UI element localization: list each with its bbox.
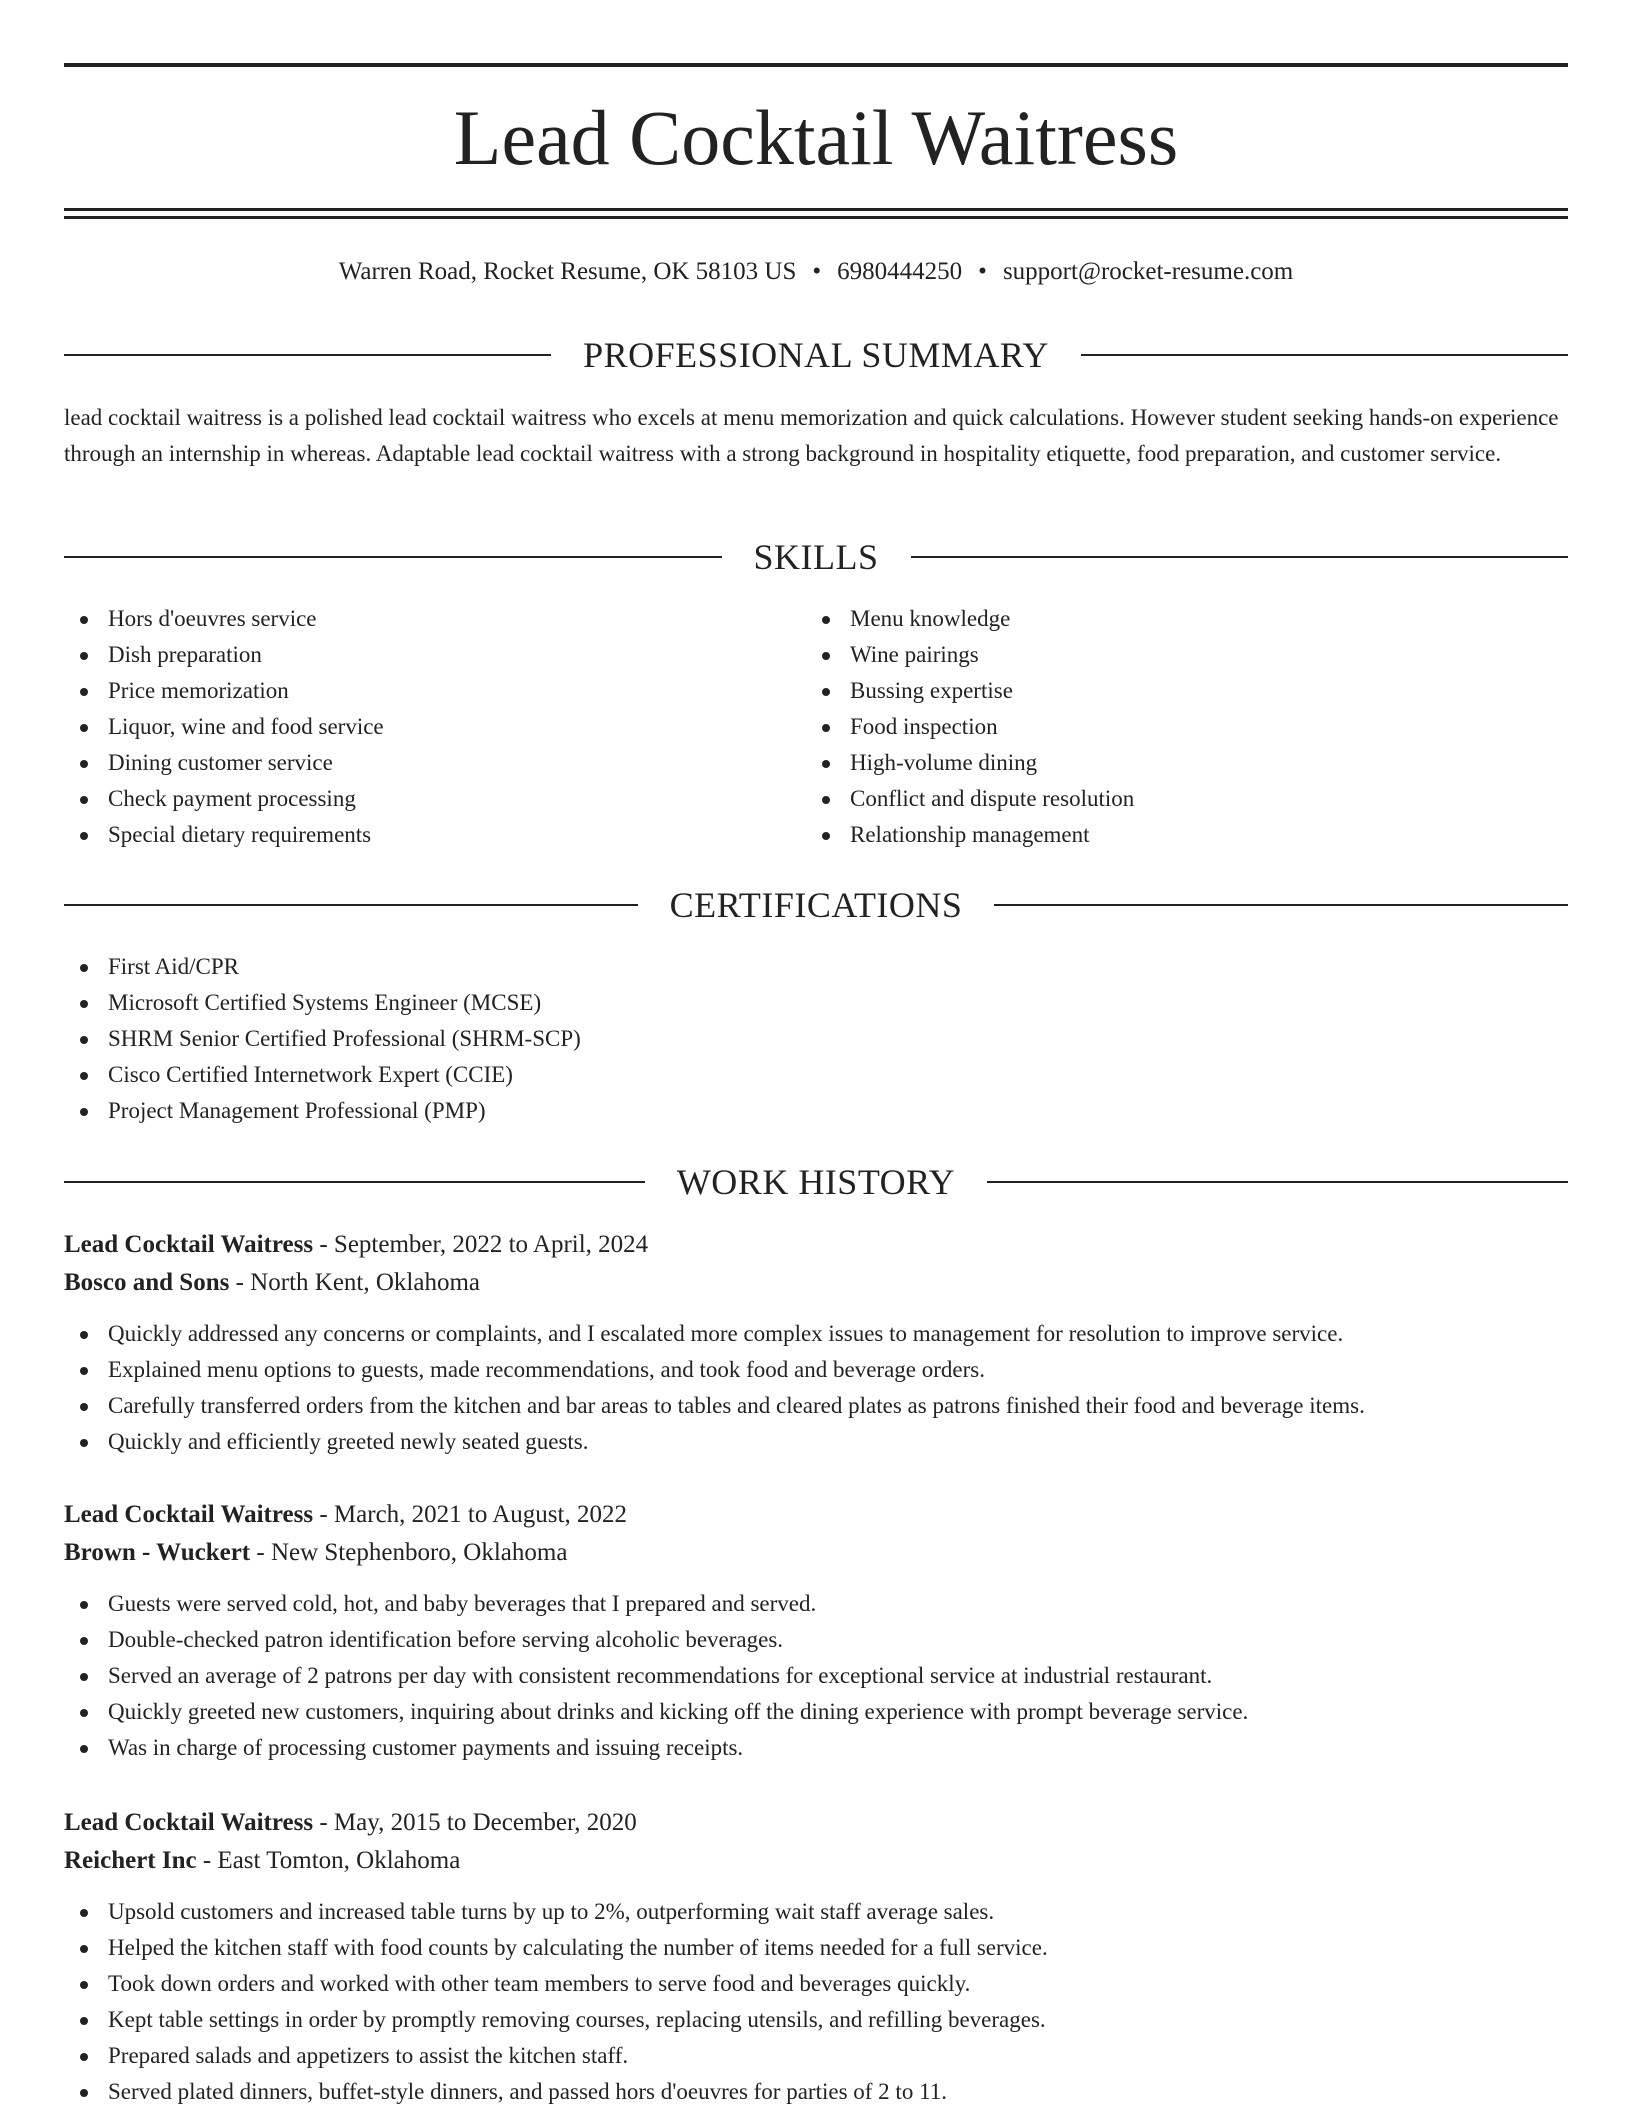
certification-item: Cisco Certified Internetwork Expert (CCIE) (64, 1057, 1568, 1093)
job-duty: Quickly addressed any concerns or complaints, and I escalated more complex issues to management for resolution to improve service. (64, 1316, 1568, 1352)
job-entry (64, 1226, 1568, 1460)
certification-item: Project Management Professional (PMP) (64, 1093, 1568, 1129)
summary-section-title: PROFESSIONAL SUMMARY (583, 335, 1049, 375)
skill-item: Menu knowledge (806, 601, 1546, 637)
job-duty: Served plated dinners, buffet-style dinners, and passed hors d'oeuvres for parties of 2 to 11. (64, 2074, 1568, 2110)
contact-line (64, 254, 1568, 290)
skill-item: Special dietary requirements (64, 817, 804, 853)
section-rule-left (64, 904, 638, 906)
certification-item: Microsoft Certified Systems Engineer (MCSE) (64, 985, 1568, 1021)
job-company-line (64, 1534, 1568, 1572)
job-dates: - September, 2022 to April, 2024 (313, 1231, 649, 1258)
certifications-section-header (64, 883, 1568, 927)
job-title-line (64, 1804, 1568, 1842)
section-rule-right (911, 556, 1569, 558)
skill-item: Dining customer service (64, 745, 804, 781)
skill-item: Liquor, wine and food service (64, 709, 804, 745)
job-duty: Guests were served cold, hot, and baby beverages that I prepared and served. (64, 1586, 1568, 1622)
job-location: - East Tomton, Oklahoma (196, 1847, 461, 1874)
job-location: - North Kent, Oklahoma (229, 1269, 480, 1296)
section-rule-right (994, 904, 1568, 906)
skill-item: Price memorization (64, 673, 804, 709)
job-duties-list (64, 1316, 1568, 1460)
skill-item: Wine pairings (806, 637, 1546, 673)
job-dates: - March, 2021 to August, 2022 (313, 1501, 627, 1528)
skill-item: Check payment processing (64, 781, 804, 817)
job-duty: Prepared salads and appetizers to assist the kitchen staff. (64, 2038, 1568, 2074)
resume-title: Lead Cocktail Waitress (453, 94, 1179, 181)
job-title-line (64, 1226, 1568, 1264)
job-company: Bosco and Sons (64, 1269, 230, 1296)
contact-separator: • (978, 258, 987, 285)
job-duty: Took down orders and worked with other team members to serve food and beverages quickly. (64, 1966, 1568, 2002)
contact-email: support@rocket-resume.com (1002, 258, 1294, 285)
title-double-rule-lower (64, 216, 1568, 219)
skills-section-title: SKILLS (753, 537, 879, 577)
section-rule-left (64, 354, 551, 356)
job-duty: Was in charge of processing customer payments and issuing receipts. (64, 1730, 1568, 1766)
job-dates: - May, 2015 to December, 2020 (313, 1809, 637, 1836)
job-title: Lead Cocktail Waitress (64, 1231, 314, 1258)
job-company-line (64, 1264, 1568, 1302)
skills-list-left (64, 601, 804, 853)
job-duty: Upsold customers and increased table turns by up to 2%, outperforming wait staff average sales. (64, 1894, 1568, 1930)
title-double-rule-upper (64, 208, 1568, 211)
skill-item: Food inspection (806, 709, 1546, 745)
top-rule (64, 63, 1568, 67)
job-company: Brown - Wuckert (64, 1539, 251, 1566)
job-location: - New Stephenboro, Oklahoma (250, 1539, 568, 1566)
skill-item: Relationship management (806, 817, 1546, 853)
job-duty: Helped the kitchen staff with food counts by calculating the number of items needed for a full service. (64, 1930, 1568, 1966)
job-duty: Kept table settings in order by promptly removing courses, replacing utensils, and refilling beverages. (64, 2002, 1568, 2038)
job-duty: Explained menu options to guests, made recommendations, and took food and beverage orders. (64, 1352, 1568, 1388)
job-duties-list (64, 1586, 1568, 1766)
job-title: Lead Cocktail Waitress (64, 1501, 314, 1528)
job-duties-list (64, 1894, 1568, 2110)
job-duty: Double-checked patron identification before serving alcoholic beverages. (64, 1622, 1568, 1658)
certification-item: SHRM Senior Certified Professional (SHRM-SCP) (64, 1021, 1568, 1057)
section-rule-left (64, 556, 722, 558)
job-duty: Carefully transferred orders from the kitchen and bar areas to tables and cleared plates as patrons finished their food and beverage items. (64, 1388, 1568, 1424)
section-rule-right (987, 1181, 1568, 1183)
certifications-section-title: CERTIFICATIONS (669, 885, 963, 925)
summary-text: lead cocktail waitress is a polished lead cocktail waitress who excels at menu memorization and quick calculations. However student seeking hands-on experience through an internship in whereas. Adaptable lead cocktail waitress with a strong background in hospitality etiquette, food preparation, and customer service. (64, 405, 1559, 466)
job-title-line (64, 1496, 1568, 1534)
job-entry (64, 1804, 1568, 2110)
skill-item: High-volume dining (806, 745, 1546, 781)
work-section-header (64, 1160, 1568, 1204)
job-entry (64, 1496, 1568, 1766)
skill-item: Conflict and dispute resolution (806, 781, 1546, 817)
certification-item: First Aid/CPR (64, 949, 1568, 985)
job-duty: Served an average of 2 patrons per day with consistent recommendations for exceptional service at industrial restaurant. (64, 1658, 1568, 1694)
contact-address: Warren Road, Rocket Resume, OK 58103 US (338, 258, 797, 285)
section-rule-left (64, 1181, 645, 1183)
job-duty: Quickly and efficiently greeted newly seated guests. (64, 1424, 1568, 1460)
skills-section-header (64, 535, 1568, 579)
skill-item: Hors d'oeuvres service (64, 601, 804, 637)
skills-list-right (806, 601, 1546, 853)
contact-separator: • (812, 258, 822, 285)
contact-phone: 6980444250 (837, 258, 963, 285)
skill-item: Dish preparation (64, 637, 804, 673)
job-duty: Quickly greeted new customers, inquiring about drinks and kicking off the dining experience with prompt beverage service. (64, 1694, 1568, 1730)
work-section-title: WORK HISTORY (676, 1162, 956, 1202)
summary-section-header (64, 333, 1568, 377)
job-company-line (64, 1842, 1568, 1880)
certifications-list (64, 949, 1568, 1129)
job-company: Reichert Inc (64, 1847, 197, 1874)
section-rule-right (1081, 354, 1568, 356)
skill-item: Bussing expertise (806, 673, 1546, 709)
job-title: Lead Cocktail Waitress (64, 1809, 314, 1836)
